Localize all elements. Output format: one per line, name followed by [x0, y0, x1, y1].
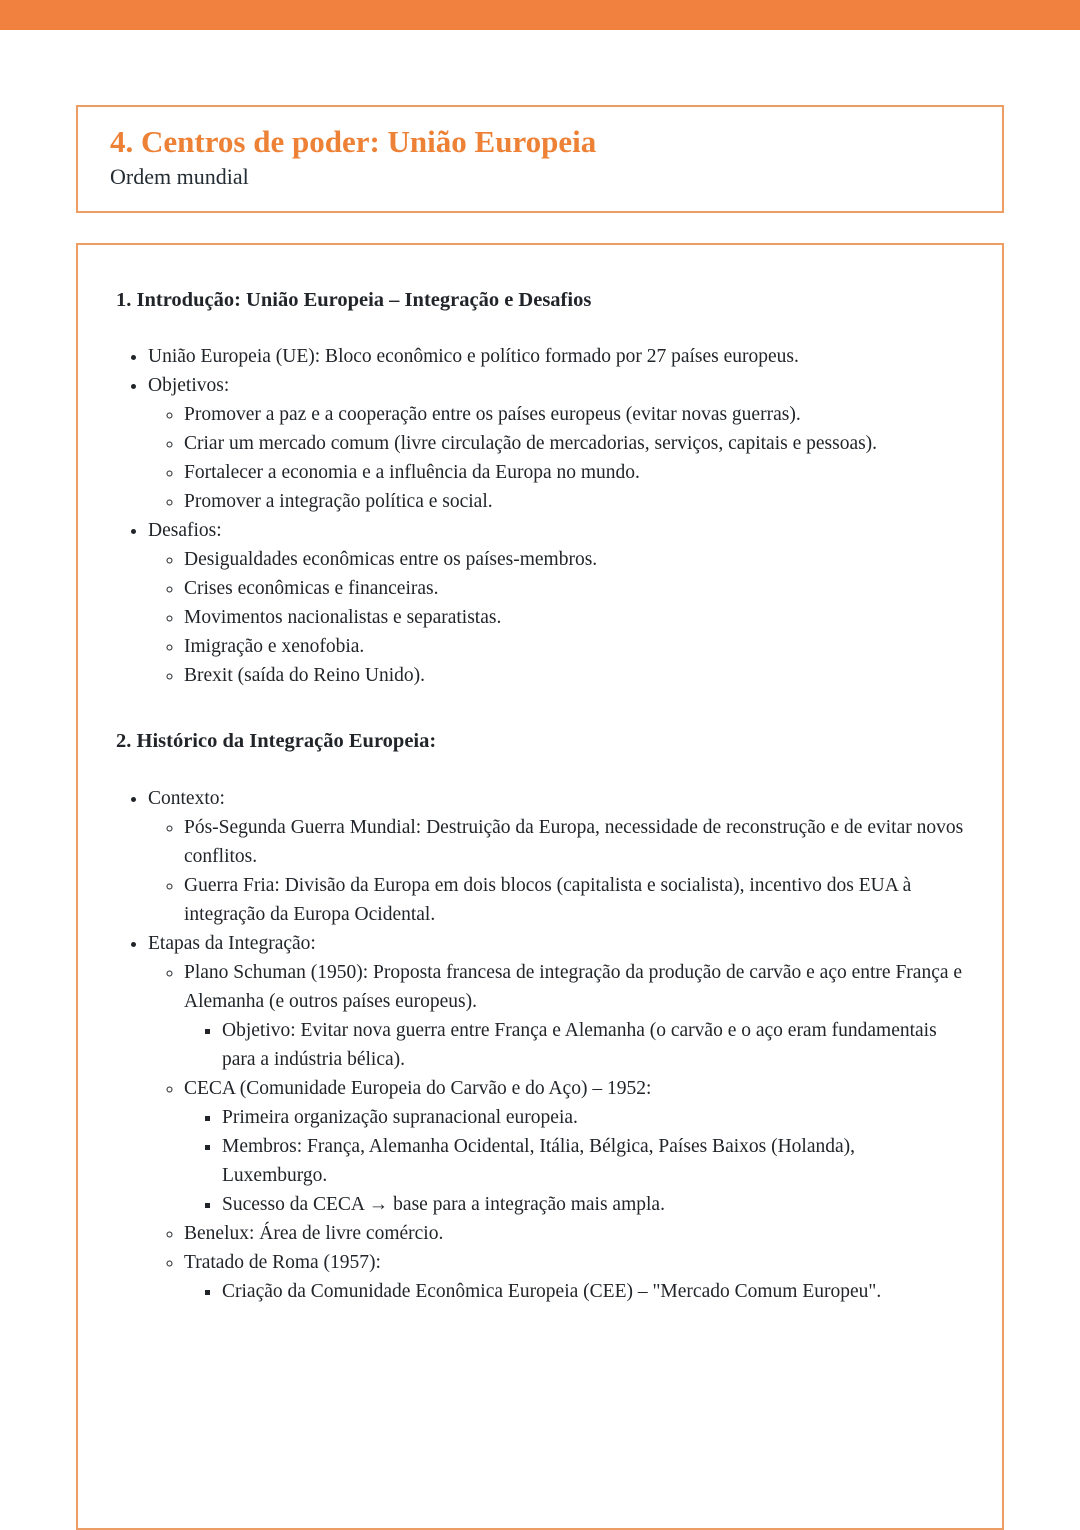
- list-item-text: Tratado de Roma (1957):: [184, 1252, 381, 1274]
- list-item: [148, 516, 964, 690]
- list-item: [184, 813, 964, 871]
- list-item: [148, 929, 964, 1306]
- list-item: [184, 1219, 964, 1248]
- list-item: [222, 1132, 964, 1190]
- sub-list: [148, 400, 964, 516]
- list-item-text: Brexit (saída do Reino Unido).: [184, 665, 425, 687]
- list-item-text: Movimentos nacionalistas e separatistas.: [184, 607, 502, 629]
- list-item: [184, 632, 964, 661]
- title-box: [76, 105, 1004, 213]
- list-item: [222, 1277, 964, 1306]
- sub-sub-list: [184, 1103, 964, 1219]
- list-item-text: Criar um mercado comum (livre circulação de mercadorias, serviços, capitais e pessoas).: [184, 433, 878, 455]
- list-item: [184, 458, 964, 487]
- section-1-list: [116, 342, 964, 690]
- list-item-text: Sucesso da CECA → base para a integração mais ampla.: [222, 1194, 665, 1216]
- sub-sub-list: [184, 1016, 964, 1074]
- list-item-text: Objetivos:: [148, 375, 230, 397]
- list-item-text: Benelux: Área de livre comércio.: [184, 1223, 444, 1245]
- section-2-heading: 2. Histórico da Integração Europeia:: [116, 730, 437, 753]
- sub-list: [148, 545, 964, 690]
- notes-box: [76, 243, 1004, 1530]
- list-item: [222, 1016, 964, 1074]
- list-item-text: Membros: França, Alemanha Ocidental, Itália, Bélgica, Países Baixos (Holanda), Luxemburgo.: [222, 1136, 856, 1187]
- list-item-text: Imigração e xenofobia.: [184, 636, 365, 658]
- list-item: [148, 342, 964, 371]
- list-item-text: União Europeia (UE): Bloco econômico e político formado por 27 países europeus.: [148, 346, 799, 368]
- list-item-text: Pós-Segunda Guerra Mundial: Destruição da Europa, necessidade de reconstrução e de evitar novos conflitos.: [184, 817, 964, 868]
- list-item: [184, 574, 964, 603]
- list-item: [184, 661, 964, 690]
- top-accent-bar: [0, 0, 1080, 30]
- list-item: [148, 784, 964, 929]
- list-item-text: Criação da Comunidade Econômica Europeia (CEE) – "Mercado Comum Europeu".: [222, 1281, 882, 1303]
- list-item-text: Fortalecer a economia e a influência da Europa no mundo.: [184, 462, 640, 484]
- sub-list: [148, 958, 964, 1306]
- list-item: [184, 400, 964, 429]
- list-item-text: Promover a paz e a cooperação entre os países europeus (evitar novas guerras).: [184, 404, 801, 426]
- list-item-text: Promover a integração política e social.: [184, 491, 493, 513]
- list-item-text: Crises econômicas e financeiras.: [184, 578, 439, 600]
- list-item: [184, 603, 964, 632]
- list-item-text: Etapas da Integração:: [148, 933, 316, 955]
- list-item-text: Guerra Fria: Divisão da Europa em dois blocos (capitalista e socialista), incentivo dos EUA à integração da Europa Ocidental.: [184, 875, 912, 926]
- list-item: [184, 545, 964, 574]
- list-item-text: Primeira organização supranacional europeia.: [222, 1107, 578, 1129]
- list-item-text: Objetivo: Evitar nova guerra entre França e Alemanha (o carvão e o aço eram fundamentais para a indústria bélica).: [222, 1020, 937, 1071]
- list-item: [184, 429, 964, 458]
- section-1-heading: 1. Introdução: União Europeia – Integração e Desafios: [116, 288, 592, 311]
- list-item-text: Contexto:: [148, 788, 225, 810]
- list-item-text: Desafios:: [148, 520, 222, 542]
- list-item: [222, 1190, 964, 1219]
- list-item: [184, 958, 964, 1074]
- list-item: [184, 1074, 964, 1219]
- page-title: 4. Centros de poder: União Europeia: [110, 124, 597, 159]
- list-item: [222, 1103, 964, 1132]
- list-item: [184, 871, 964, 929]
- list-item-text: Desigualdades econômicas entre os países-membros.: [184, 549, 598, 571]
- list-item-text: CECA (Comunidade Europeia do Carvão e do Aço) – 1952:: [184, 1078, 652, 1100]
- section-2-list: [116, 784, 964, 1306]
- list-item-text: Plano Schuman (1950): Proposta francesa de integração da produção de carvão e aço entre França e Alemanha (e outros países europeus).: [184, 962, 963, 1013]
- sub-list: [148, 813, 964, 929]
- list-item: [148, 371, 964, 516]
- sub-sub-list: [184, 1277, 964, 1306]
- list-item: [184, 1248, 964, 1306]
- list-item: [184, 487, 964, 516]
- page-subtitle: Ordem mundial: [110, 164, 249, 190]
